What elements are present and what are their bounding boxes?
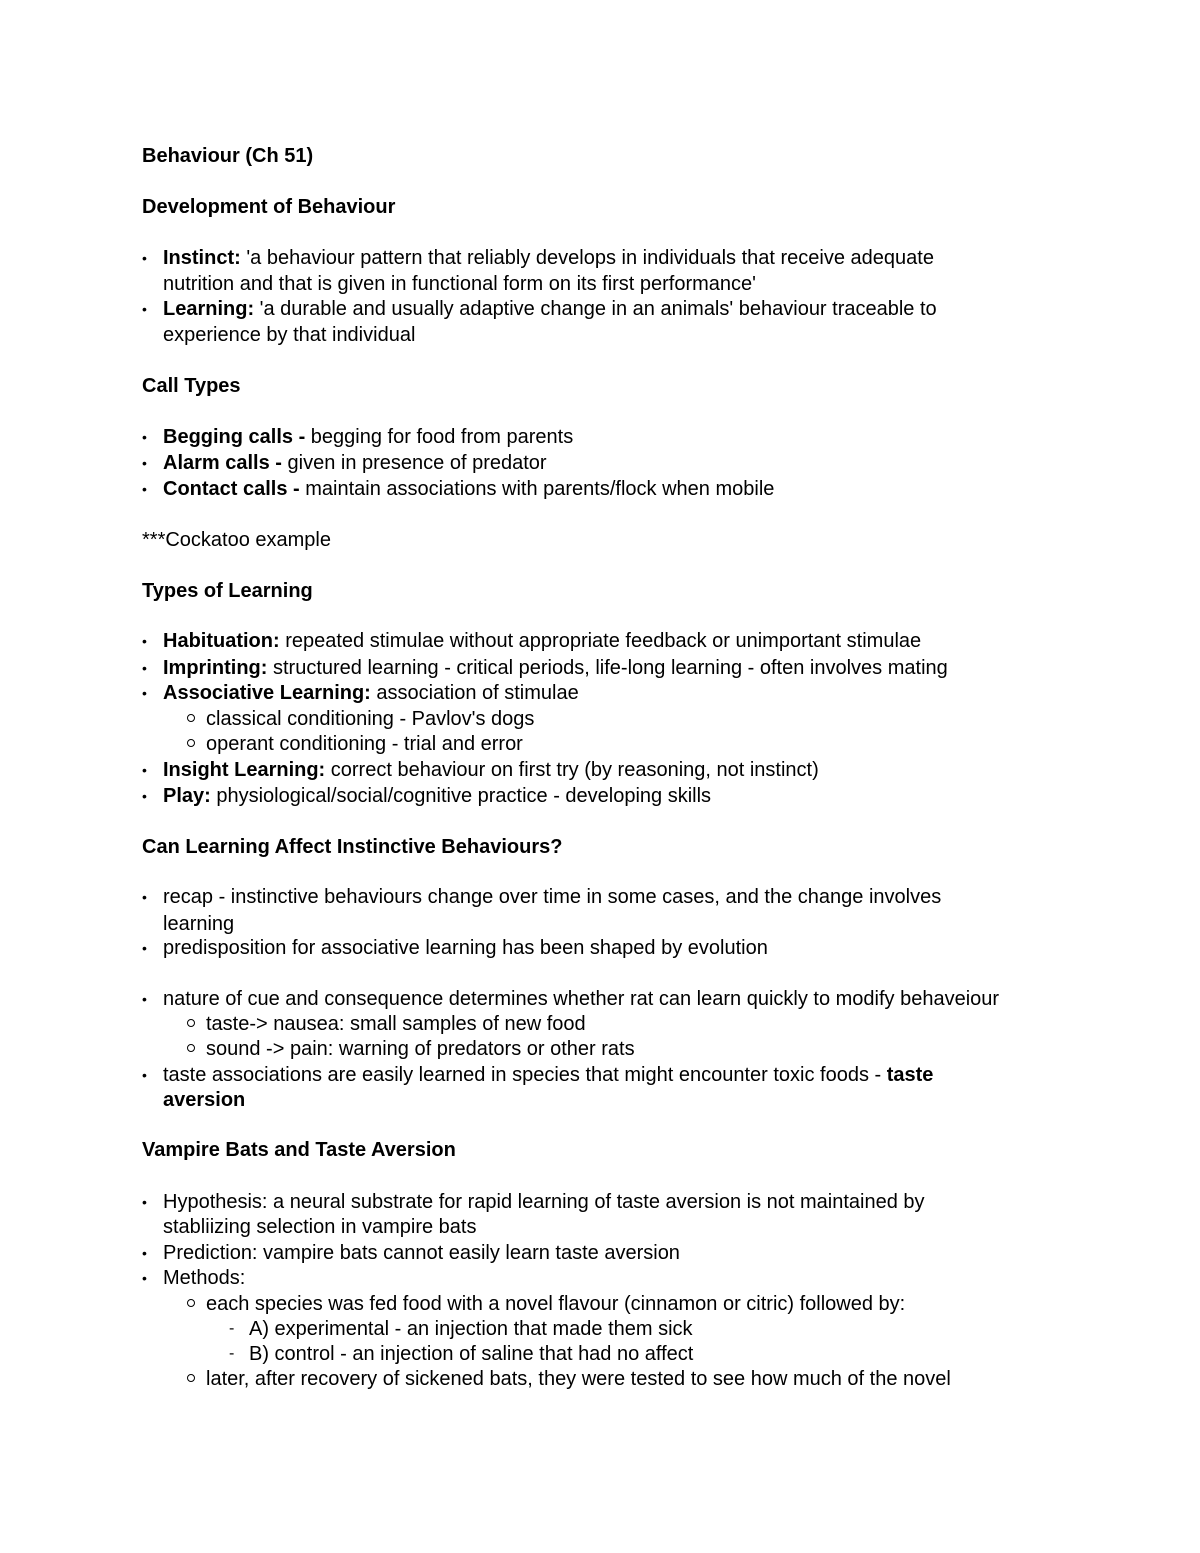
list-item: Associative Learning: association of stimulae xyxy=(163,682,579,704)
bullet-icon: • xyxy=(142,788,147,804)
section-heading-affect: Can Learning Affect Instinctive Behaviours? xyxy=(142,836,563,858)
dash-bullet-icon: ‑ xyxy=(229,1320,235,1337)
list-item: Imprinting: structured learning - critical periods, life-long learning - often involves mating xyxy=(163,657,948,679)
circle-bullet-icon xyxy=(187,1019,195,1027)
section-heading-development: Development of Behaviour xyxy=(142,196,396,218)
bullet-icon: • xyxy=(142,991,147,1007)
list-item-continuation: experience by that individual xyxy=(163,324,416,346)
circle-bullet-icon xyxy=(187,714,195,722)
sub-list-item: each species was fed food with a novel flavour (cinnamon or citric) followed by: xyxy=(206,1293,906,1315)
bullet-icon: • xyxy=(142,940,147,956)
dash-bullet-icon: ‑ xyxy=(229,1345,235,1362)
list-item: Instinct: 'a behaviour pattern that reliably develops in individuals that receive adequate xyxy=(163,247,934,269)
bullet-icon: • xyxy=(142,889,147,905)
note-text: ***Cockatoo example xyxy=(142,529,331,551)
section-heading-calls: Call Types xyxy=(142,375,241,397)
bullet-icon: • xyxy=(142,250,147,266)
sub-sub-list-item: B) control - an injection of saline that had no affect xyxy=(249,1343,694,1365)
bullet-icon: • xyxy=(142,1067,147,1083)
list-item: taste associations are easily learned in species that might encounter toxic foods - taste xyxy=(163,1064,934,1086)
list-item: Methods: xyxy=(163,1267,246,1289)
sub-sub-list-item: A) experimental - an injection that made them sick xyxy=(249,1318,693,1340)
bullet-icon: • xyxy=(142,481,147,497)
section-heading-learning-types: Types of Learning xyxy=(142,580,313,602)
list-item: Insight Learning: correct behaviour on first try (by reasoning, not instinct) xyxy=(163,759,819,781)
bullet-icon: • xyxy=(142,455,147,471)
sub-list-item: later, after recovery of sickened bats, they were tested to see how much of the novel xyxy=(206,1368,951,1390)
list-item-continuation: nutrition and that is given in functional form on its first performance' xyxy=(163,273,756,295)
list-item: Habituation: repeated stimulae without appropriate feedback or unimportant stimulae xyxy=(163,630,922,652)
list-item-continuation: learning xyxy=(163,913,235,935)
bullet-icon: • xyxy=(142,660,147,676)
list-item: Play: physiological/social/cognitive practice - developing skills xyxy=(163,785,712,807)
section-heading-bats: Vampire Bats and Taste Aversion xyxy=(142,1139,456,1161)
list-item: predisposition for associative learning has been shaped by evolution xyxy=(163,937,768,959)
list-item: nature of cue and consequence determines whether rat can learn quickly to modify behaveiour xyxy=(163,988,1000,1010)
sub-list-item: sound -> pain: warning of predators or other rats xyxy=(206,1038,635,1060)
circle-bullet-icon xyxy=(187,1299,195,1307)
bullet-icon: • xyxy=(142,429,147,445)
sub-list-item: classical conditioning - Pavlov's dogs xyxy=(206,708,535,730)
bullet-icon: • xyxy=(142,1245,147,1261)
circle-bullet-icon xyxy=(187,1044,195,1052)
list-item: Contact calls - maintain associations with parents/flock when mobile xyxy=(163,478,775,500)
list-item: Learning: 'a durable and usually adaptive change in an animals' behaviour traceable to xyxy=(163,298,937,320)
bullet-icon: • xyxy=(142,301,147,317)
sub-list-item: taste-> nausea: small samples of new food xyxy=(206,1013,586,1035)
list-item: Prediction: vampire bats cannot easily learn taste aversion xyxy=(163,1242,680,1264)
list-item: Hypothesis: a neural substrate for rapid learning of taste aversion is not maintained by xyxy=(163,1191,925,1213)
bullet-icon: • xyxy=(142,685,147,701)
bullet-icon: • xyxy=(142,762,147,778)
list-item-continuation: aversion xyxy=(163,1089,246,1111)
circle-bullet-icon xyxy=(187,1374,195,1382)
document-title: Behaviour (Ch 51) xyxy=(142,145,314,167)
sub-list-item: operant conditioning - trial and error xyxy=(206,733,523,755)
bullet-icon: • xyxy=(142,1194,147,1210)
list-item: Alarm calls - given in presence of predator xyxy=(163,452,547,474)
list-item: recap - instinctive behaviours change over time in some cases, and the change involves xyxy=(163,886,942,908)
bullet-icon: • xyxy=(142,633,147,649)
bullet-icon: • xyxy=(142,1270,147,1286)
circle-bullet-icon xyxy=(187,739,195,747)
list-item-continuation: stabliizing selection in vampire bats xyxy=(163,1216,477,1238)
list-item: Begging calls - begging for food from parents xyxy=(163,426,574,448)
